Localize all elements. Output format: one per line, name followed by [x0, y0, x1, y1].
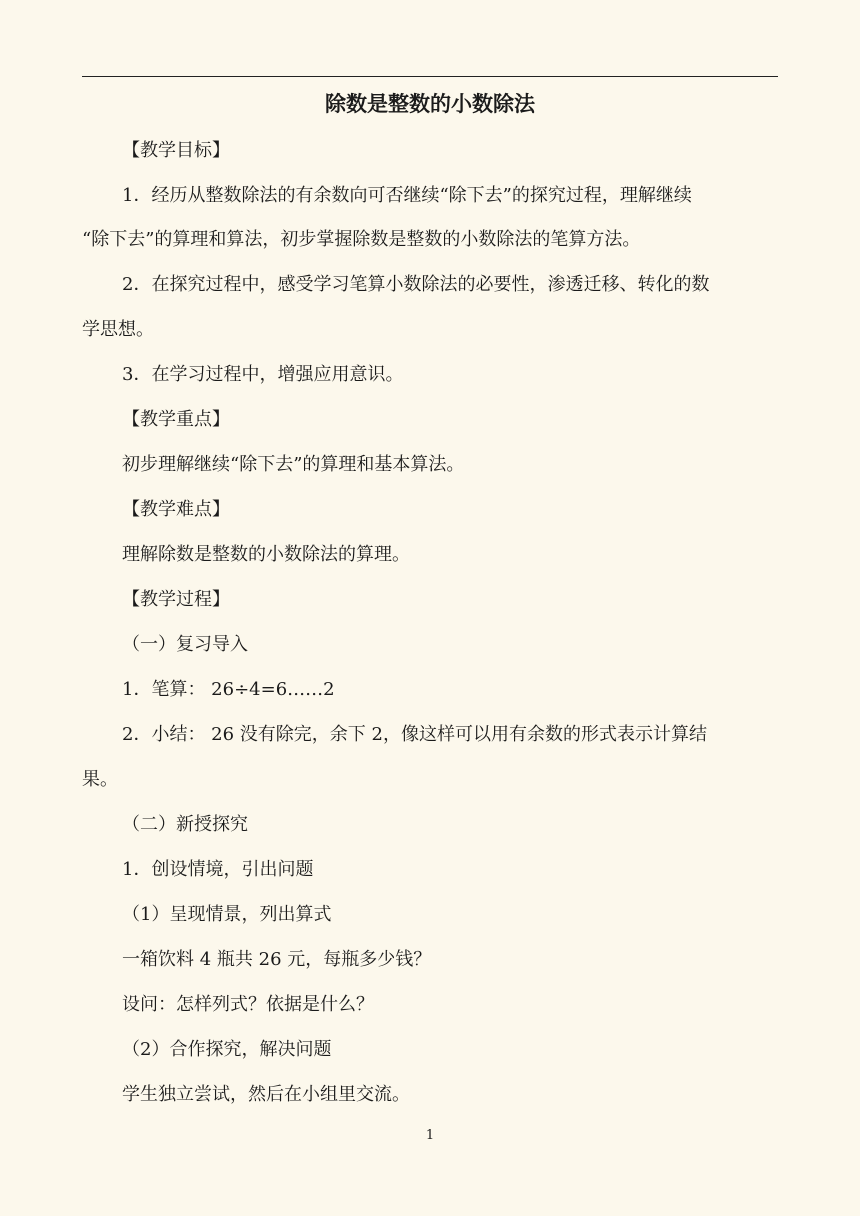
paragraph-line: 果。 — [82, 769, 118, 790]
paragraph-line: 1．经历从整数除法的有余数向可否继续“除下去”的探究过程，理解继续 — [122, 185, 692, 206]
paragraph-line: 一箱饮料 4 瓶共 26 元，每瓶多少钱？ — [122, 949, 432, 970]
paragraph-line: 1．创设情境，引出问题 — [122, 859, 314, 880]
section-heading-difficulties: 【教学难点】 — [122, 499, 230, 520]
section-heading-process: 【教学过程】 — [122, 589, 230, 610]
paragraph-line: 学思想。 — [82, 319, 154, 340]
document-title: 除数是整数的小数除法 — [325, 92, 535, 116]
paragraph-line: 设问：怎样列式？依据是什么？ — [122, 994, 374, 1015]
paragraph-line: 理解除数是整数的小数除法的算理。 — [122, 544, 410, 565]
header-rule — [82, 76, 778, 77]
paragraph-line: “除下去”的算理和算法，初步掌握除数是整数的小数除法的笔算方法。 — [82, 229, 641, 250]
paragraph-line: （2）合作探究，解决问题 — [122, 1039, 332, 1060]
paragraph-line: 3．在学习过程中，增强应用意识。 — [122, 364, 404, 385]
page-number: 1 — [425, 1128, 435, 1143]
subsection-heading: （一）复习导入 — [122, 634, 248, 655]
paragraph-line: 1．笔算： 26÷4=6……2 — [122, 679, 335, 700]
section-heading-key-points: 【教学重点】 — [122, 409, 230, 430]
paragraph-line: 2．在探究过程中，感受学习笔算小数除法的必要性，渗透迁移、转化的数 — [122, 274, 710, 295]
paragraph-line: （1）呈现情景，列出算式 — [122, 904, 332, 925]
subsection-heading: （二）新授探究 — [122, 814, 248, 835]
paragraph-line: 学生独立尝试，然后在小组里交流。 — [122, 1084, 410, 1105]
paragraph-line: 初步理解继续“除下去”的算理和基本算法。 — [122, 454, 465, 475]
paragraph-line: 2．小结： 26 没有除完，余下 2，像这样可以用有余数的形式表示计算结 — [122, 724, 707, 745]
section-heading-goals: 【教学目标】 — [122, 140, 230, 161]
